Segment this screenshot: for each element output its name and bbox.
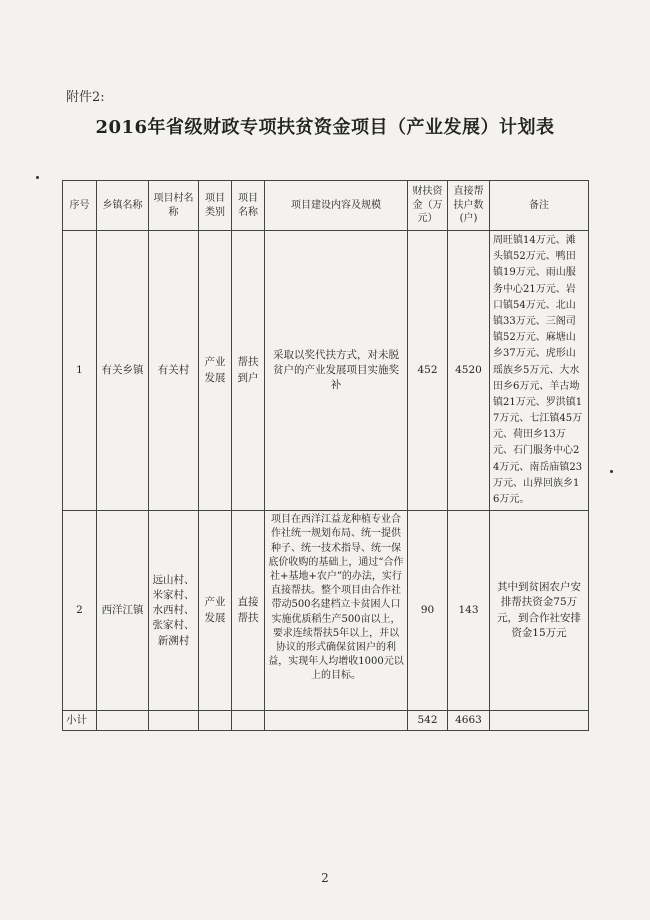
page-number: 2 [321,871,329,885]
row1-project-name: 帮扶到户 [232,231,265,511]
subtotal-label: 小计 [63,711,97,731]
row1-content: 采取以奖代扶方式，对未脱贫户的产业发展项目实施奖补 [265,231,408,511]
header-village: 项目村名称 [149,181,199,231]
row1-category: 产业发展 [199,231,232,511]
row1-remarks: 周旺镇14万元、滩头镇52万元、鸭田镇19万元、雨山服务中心21万元、岩口镇54万元、北山镇33万元、三阁司镇52万元、麻塘山乡37万元、虎形山瑶族乡5万元、大水田乡6万元、羊古坳镇21万元、罗洪镇17万元、七江镇45万元、荷田乡13万元、石门服务中心24万元、南岳庙镇23万元、山界回族乡16万元。 [490,231,589,511]
row2-content: 项目在西洋江益龙种植专业合作社统一规划布局、统一提供种子、统一技术指导、统一保底价收购的基础上，通过“合作社+基地+农户”的办法，实行直接帮扶。整个项目由合作社带动500名建档立卡贫困人口实施优质稻生产500亩以上，要求连续帮扶5年以上，并以协议的形式确保贫困户的利益，实现年人均增收1000元以上的目标。 [265,511,408,711]
row2-fund: 90 [408,511,448,711]
table-header-row [63,181,589,231]
header-remarks: 备注 [490,181,589,231]
row2-no: 2 [63,511,97,711]
row2-project-name: 直接帮扶 [232,511,265,711]
page-title: 2016年省级财政专项扶贫资金项目（产业发展）计划表 [95,117,555,138]
table-row [63,511,589,711]
subtotal-empty [199,711,232,731]
row1-households: 4520 [448,231,490,511]
attachment-label: 附件2: [66,90,105,105]
row1-village: 有关村 [149,231,199,511]
header-town: 乡镇名称 [97,181,149,231]
subtotal-empty [149,711,199,731]
subtotal-empty [265,711,408,731]
subtotal-empty [97,711,149,731]
subtotal-empty [232,711,265,731]
row2-village: 远山村、米家村、水西村、张家村、新溯村 [149,511,199,711]
row2-category: 产业发展 [199,511,232,711]
plan-table [62,180,589,731]
row1-no: 1 [63,231,97,511]
row2-households: 143 [448,511,490,711]
header-project-name: 项目名称 [232,181,265,231]
row2-remarks: 其中到贫困农户安排帮扶资金75万元，到合作社安排资金15万元 [490,511,589,711]
row1-fund: 452 [408,231,448,511]
subtotal-fund: 542 [408,711,448,731]
row2-town: 西洋江镇 [97,511,149,711]
header-households: 直接帮扶户数(户) [448,181,490,231]
subtotal-row [63,711,589,731]
row1-town: 有关乡镇 [97,231,149,511]
scan-speck [610,470,613,473]
header-fund: 财扶资金（万元） [408,181,448,231]
scan-speck [36,176,39,179]
table-row [63,231,589,511]
header-content: 项目建设内容及规模 [265,181,408,231]
subtotal-households: 4663 [448,711,490,731]
header-no: 序号 [63,181,97,231]
header-category: 项目类别 [199,181,232,231]
subtotal-empty [490,711,589,731]
